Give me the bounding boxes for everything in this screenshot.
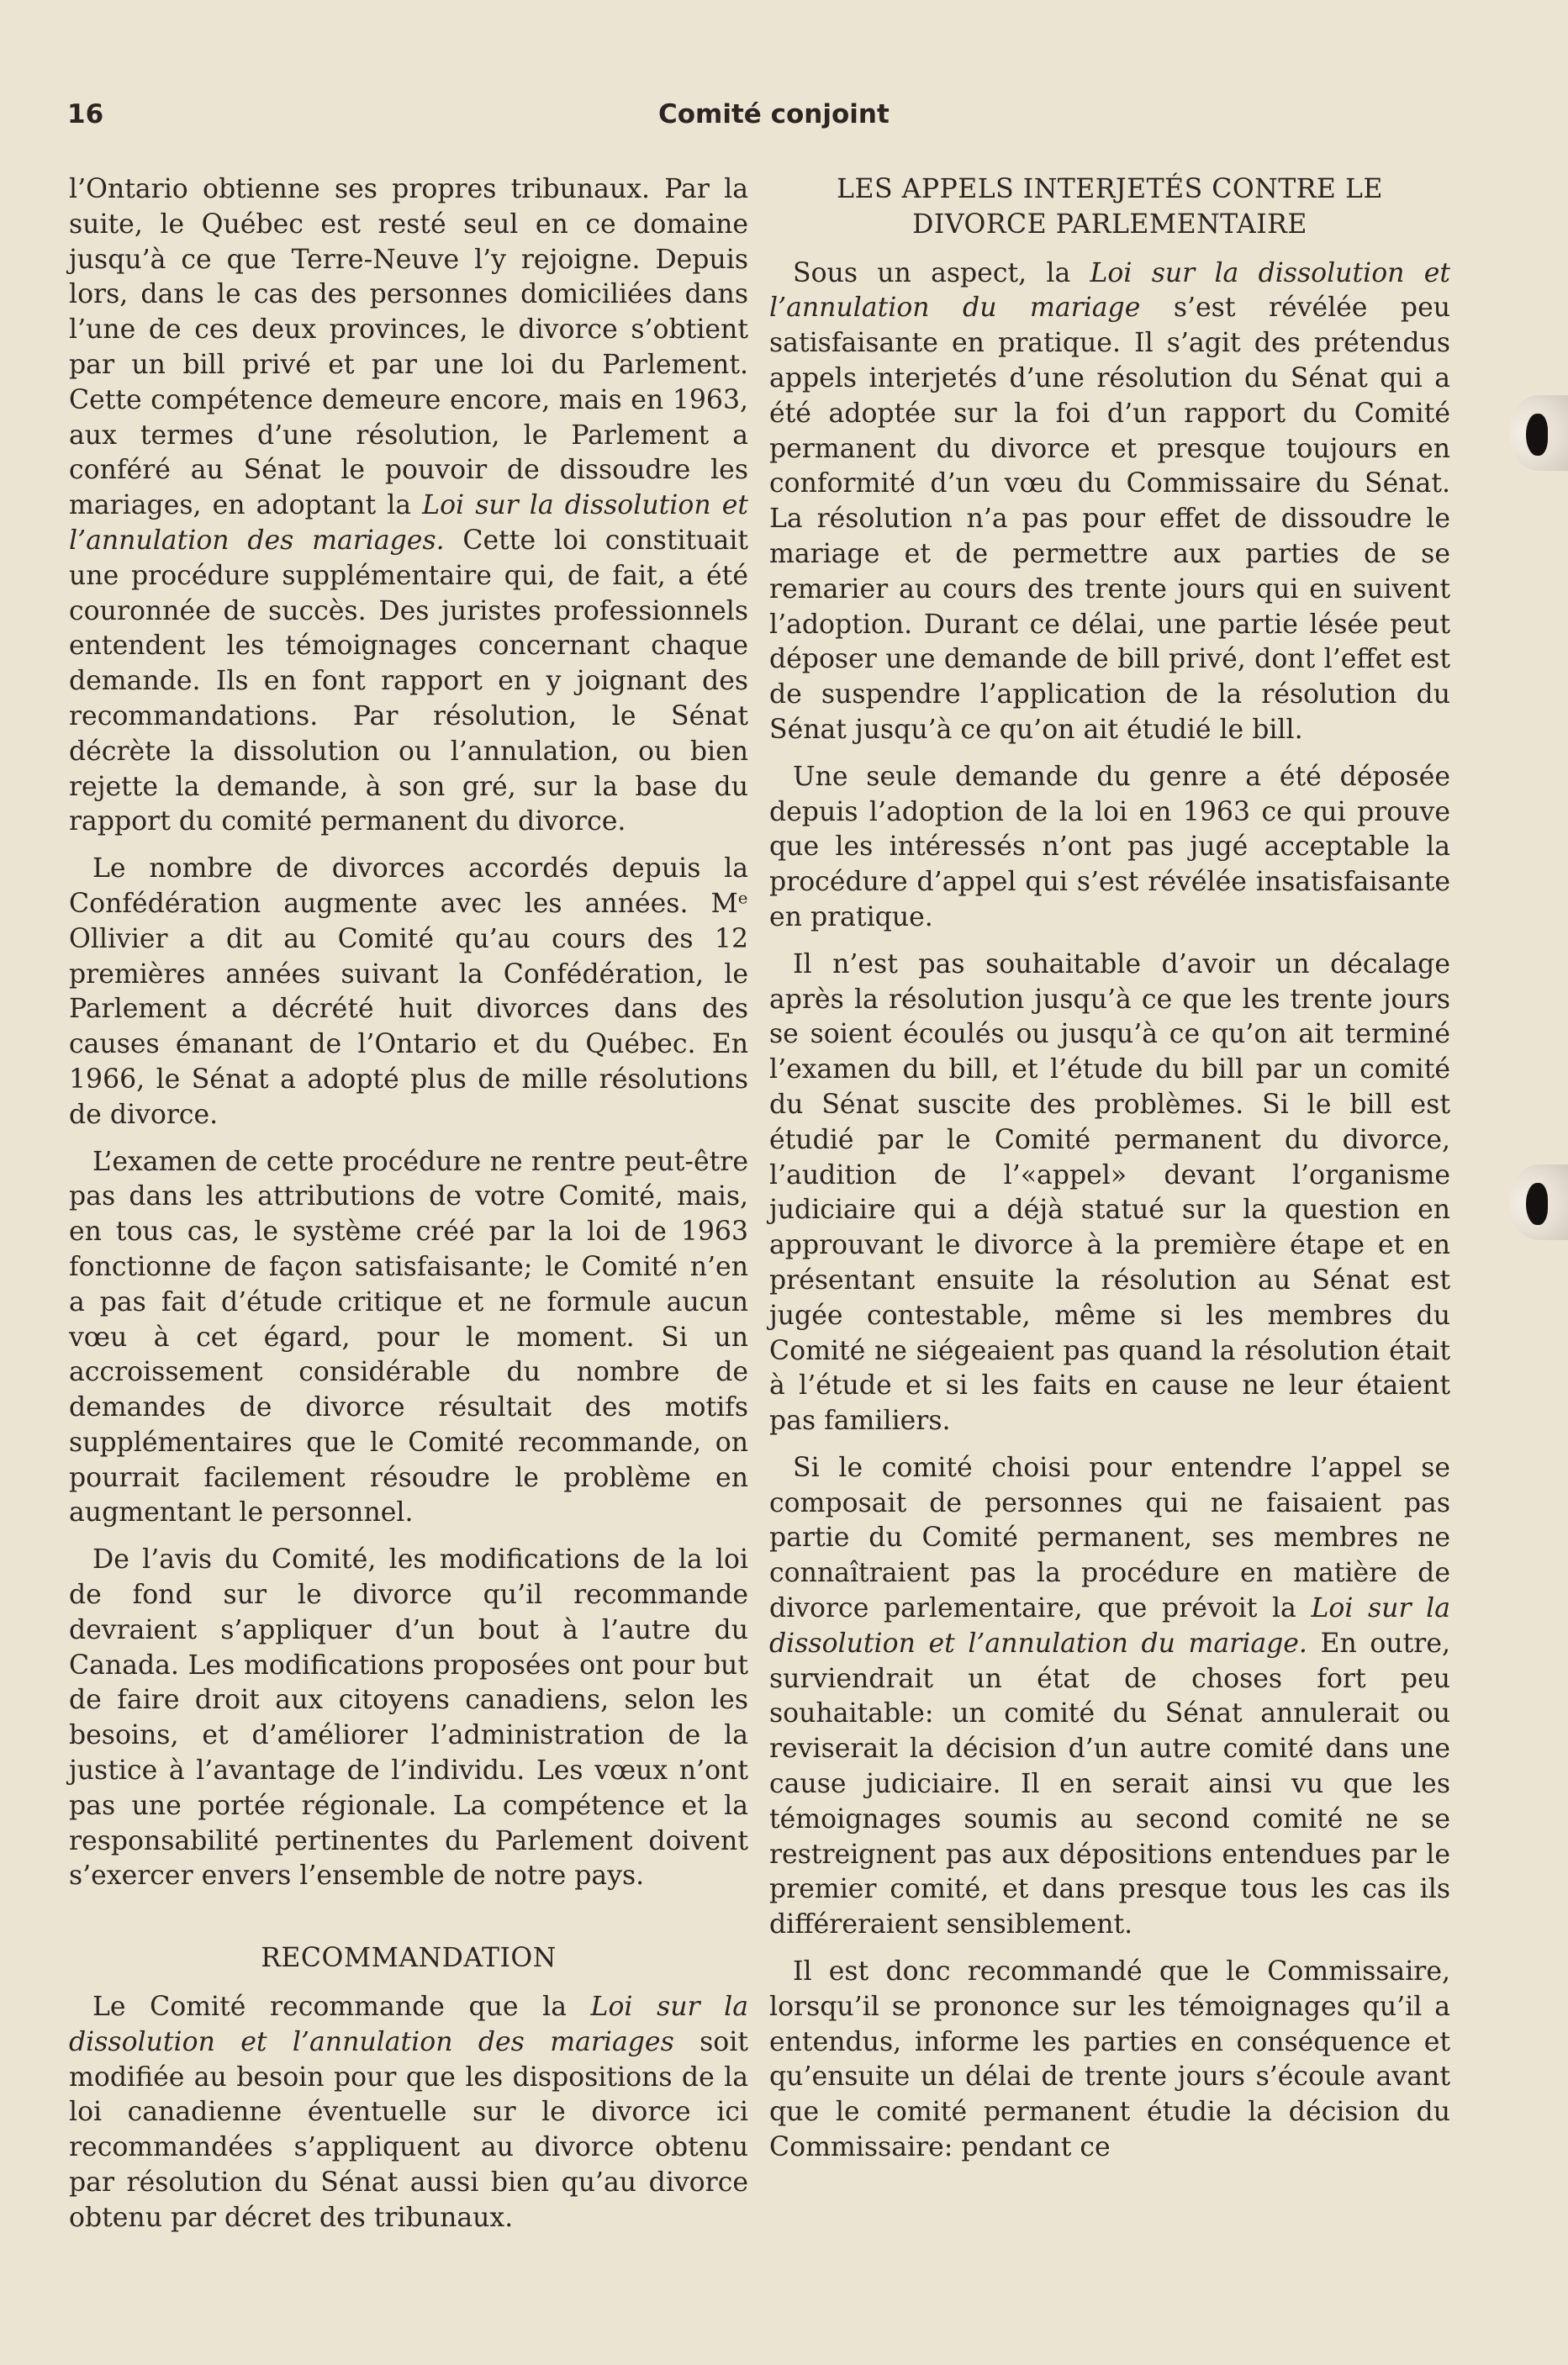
right-column [769, 172, 1450, 2166]
paragraph: Si le comité choisi pour entendre l’appel se composait de personnes qui ne faisaient pas partie du Comité permanent, ses membres ne connaîtraient pas la procédure en matière de divorce parlementaire, que prévoit la Loi sur la dissolution et l’annulation du mariage. En outre, surviendrait un état de choses fort peu souhaitable: un comité du Sénat annulerait ou reviserait la décision d’un autre comité dans une cause judiciaire. Il en serait ainsi vu que les témoignages soumis au second comité ne se restreignent pas aux dépositions entendues par le premier comité, et dans presque tous les cas ils différeraient sensiblement. [769, 1452, 1451, 1940]
paragraph: Le nombre de divorces accordés depuis la Confédération augmente avec les années. Mᵉ Ollivier a dit au Comité qu’au cours des 12 premières années suivant la Confédération, le Parlement a décrété huit divorces dans des causes émanant de l’Ontario et du Québec. En 1966, le Sénat a adopté plus de mille résolutions de divorce. [69, 853, 748, 1130]
paragraph: Il est donc recommandé que le Commissaire, lorsqu’il se prononce sur les témoignages qu’il a entendus, informe les parties en conséquence et qu’ensuite un délai de trente jours s’écoule avant que le comité permanent étudie la décision du Commissaire: pendant ce [769, 1956, 1450, 2163]
paragraph: Le Comité recommande que la Loi sur la dissolution et l’annulation des mariages soit modifiée au besoin pour que les dispositions de la loi canadienne éventuelle sur le divorce ici recommandées s’appliquent au divorce obtenu par résolution du Sénat aussi bien qu’au divorce obtenu par décret des tribunaux. [69, 1992, 748, 2233]
binder-hole [1509, 1164, 1568, 1240]
running-title: Comité conjoint [658, 99, 890, 129]
paragraph: l’Ontario obtienne ses propres tribunaux. Par la suite, le Québec est resté seul en ce domaine jusqu’à ce que Terre-Neuve l’y rejoigne. Depuis lors, dans le cas des personnes domiciliées dans l’une de ces deux provinces, le divorce s’obtient par un bill privé et par une loi du Parlement. Cette compétence demeure encore, mais en 1963, aux termes d’une résolution, le Parlement a conféré au Sénat le pouvoir de dissoudre les mariages, en adoptant la Loi sur la dissolution et l’annulation des mariages. Cette loi constituait une procédure supplémentaire qui, de fait, a été couronnée de succès. Des juristes professionnels entendent les témoignages concernant chaque demande. Ils en font rapport en y joignant des recommandations. Par résolution, le Sénat décrète la dissolution ou l’annulation, ou bien rejette la demande, à son gré, sur la base du rapport du comité permanent du divorce. [69, 174, 749, 837]
binder-hole [1509, 395, 1568, 471]
paragraph: Sous un aspect, la Loi sur la dissolution et l’annulation du mariage s’est révélée peu satisfaisante en pratique. Il s’agit des prétendus appels interjetés d’une résolution du Sénat qui a été adoptée sur la foi d’un rapport du Comité permanent du divorce et presque toujours en conformité d’un vœu du Commissaire du Sénat. La résolution n’a pas pour effet de dissoudre le mariage et de permettre aux parties de se remarier au cours des trente jours qui en suivent l’adoption. Durant ce délai, une partie lésée peut déposer une demande de bill privé, dont l’effet est de suspendre l’application de la résolution du Sénat jusqu’à ce qu’on ait étudié le bill. [769, 257, 1451, 745]
paragraph: De l’avis du Comité, les modifications de la loi de fond sur le divorce qu’il recommande devraient s’appliquer d’un bout à l’autre du Canada. Les modifications proposées ont pour but de faire droit aux citoyens canadiens, selon les besoins, et d’améliorer l’administration de la justice à l’avantage de l’individu. Les vœux n’ont pas une portée régionale. La compétence et la responsabilité pertinentes du Parlement doivent s’exercer envers l’ensemble de notre pays. [69, 1544, 748, 1892]
section-heading-appels: LES APPELS INTERJETÉS CONTRE LE DIVORCE PARLEMENTAIRE [837, 174, 1383, 240]
page-number: 16 [67, 99, 104, 129]
paragraph: L’examen de cette procédure ne rentre peut-être pas dans les attributions de votre Comité, mais, en tous cas, le système créé par la loi de 1963 fonctionne de façon satisfaisante; le Comité n’en a pas fait d’étude critique et ne formule aucun vœu à cet égard, pour le moment. Si un accroissement considérable du nombre de demandes de divorce résultait des motifs supplémentaires que le Comité recommande, on pourrait facilement résoudre le problème en augmentant le personnel. [69, 1146, 748, 1528]
page-header [67, 99, 1488, 141]
paragraph: Une seule demande du genre a été déposée depuis l’adoption de la loi en 1963 ce qui prouve que les intéressés n’ont pas jugé acceptable la procédure d’appel qui s’est révélée insatisfaisante en pratique. [769, 761, 1450, 932]
paragraph: Il n’est pas souhaitable d’avoir un décalage après la résolution jusqu’à ce que les trente jours se soient écoulés ou jusqu’à ce qu’on ait terminé l’examen du bill, et l’étude du bill par un comité du Sénat suscite des problèmes. Si le bill est étudié par le Comité permanent du divorce, l’audition de l’«appel» devant l’organisme judiciaire qui a déjà statué sur la question en approuvant le divorce à la première étape et en présentant ensuite la résolution au Sénat est jugée contestable, même si les membres du Comité ne siégeaient pas quand la résolution était à l’étude et si les faits en cause ne leur étaient pas familiers. [769, 948, 1450, 1437]
section-heading-recommandation: RECOMMANDATION [261, 1943, 557, 1974]
left-column [69, 172, 748, 2236]
